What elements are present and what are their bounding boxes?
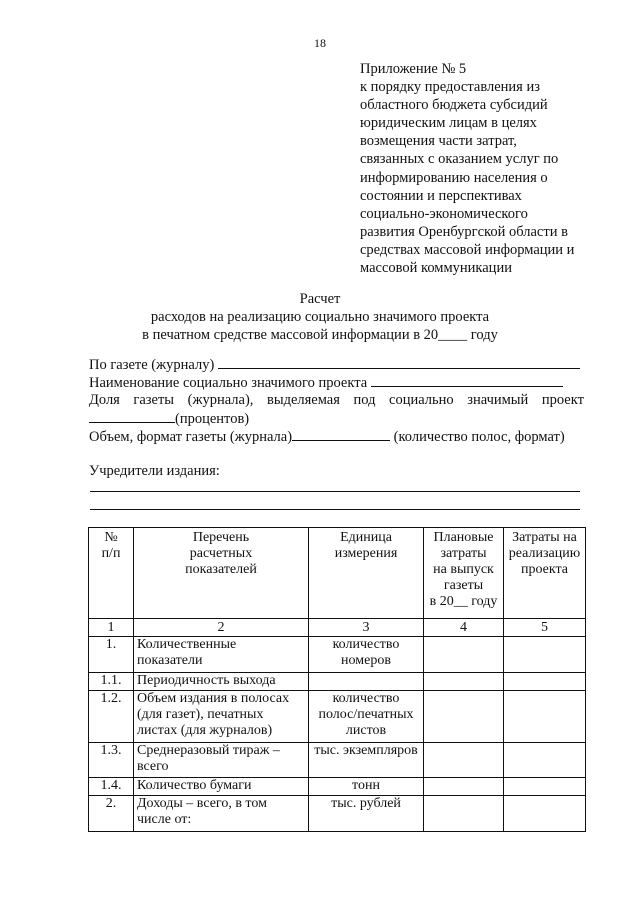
header-text-line: проекта xyxy=(521,562,568,577)
share-word: Доля xyxy=(89,392,120,408)
header-text-line: Единица xyxy=(340,530,392,545)
share-word: (журнала), xyxy=(187,392,254,408)
table-row xyxy=(89,796,586,832)
appendix-line: массовой коммуникации xyxy=(360,260,512,277)
title-line-3: в печатном средстве массовой информации в 20____ году xyxy=(142,327,498,343)
table-row xyxy=(89,673,586,691)
indicator-cell xyxy=(134,796,309,832)
newspaper-input-line[interactable] xyxy=(218,355,580,369)
unit-cell xyxy=(309,778,424,796)
header-text-line: Затраты на xyxy=(512,530,577,545)
indicator-text-line: Количественные xyxy=(137,637,237,652)
header-planned xyxy=(424,528,504,619)
row-number-cell: 1. xyxy=(89,637,134,673)
row-number-cell: 2. xyxy=(89,796,134,832)
project-cost-cell[interactable] xyxy=(504,743,586,778)
header-text-line: реализацию xyxy=(508,546,581,561)
indicator-text-line: Объем издания в полосах xyxy=(137,691,290,706)
unit-cell xyxy=(309,673,424,691)
column-number-cell: 3 xyxy=(309,619,424,637)
indicator-text-line: листах (для журналов) xyxy=(137,723,273,738)
column-number-cell: 5 xyxy=(504,619,586,637)
row-number-cell: 1.4. xyxy=(89,778,134,796)
title-line-2: расходов на реализацию социально значимого проекта xyxy=(150,309,490,325)
appendix-line: средствах массовой информации и xyxy=(360,241,575,258)
column-number-row xyxy=(89,619,586,637)
project-cost-cell[interactable] xyxy=(504,796,586,832)
appendix-line: состоянии и перспективах xyxy=(360,187,522,204)
indicator-cell xyxy=(134,778,309,796)
share-word: газеты xyxy=(133,392,175,408)
header-project xyxy=(504,528,586,619)
header-text-line: Перечень xyxy=(192,530,250,545)
planned-cost-cell[interactable] xyxy=(424,778,504,796)
indicator-text-line: Периодичность выхода xyxy=(137,673,276,688)
column-number-cell: 2 xyxy=(134,619,309,637)
share-word: проект xyxy=(541,392,584,408)
unit-cell xyxy=(309,637,424,673)
calculation-table xyxy=(88,527,586,832)
appendix-line: к порядку предоставления из xyxy=(360,79,540,96)
planned-cost-cell[interactable] xyxy=(424,743,504,778)
appendix-line: областного бюджета субсидий xyxy=(360,97,548,114)
share-word: социально xyxy=(389,392,454,408)
appendix-line: информированию населения о xyxy=(360,169,548,186)
founders-row xyxy=(89,462,584,480)
appendix-line: возмещения части затрат, xyxy=(360,133,517,150)
header-text-line: показателей xyxy=(185,562,257,577)
share-word: под xyxy=(353,392,376,408)
unit-text-line: количество xyxy=(332,691,400,706)
indicator-text-line: Среднеразовый тираж – xyxy=(137,743,280,758)
unit-text-line: тыс. экземпляров xyxy=(314,743,418,758)
row-number-cell: 1.1. xyxy=(89,673,134,691)
column-number-cell: 4 xyxy=(424,619,504,637)
unit-text-line: полос/печатных xyxy=(318,707,414,722)
project-cost-cell[interactable] xyxy=(504,778,586,796)
header-text-line: расчетных xyxy=(189,546,253,561)
table-row xyxy=(89,743,586,778)
header-text-line: измерения xyxy=(334,546,398,561)
page-number: 18 xyxy=(314,36,326,50)
table-header-row xyxy=(89,528,586,619)
header-indicators xyxy=(134,528,309,619)
project-cost-cell[interactable] xyxy=(504,637,586,673)
planned-cost-cell[interactable] xyxy=(424,637,504,673)
share-word: значимый xyxy=(467,392,529,408)
table-row xyxy=(89,637,586,673)
planned-cost-cell[interactable] xyxy=(424,691,504,743)
indicator-cell xyxy=(134,673,309,691)
unit-cell xyxy=(309,743,424,778)
header-text-line: на выпуск xyxy=(433,562,494,577)
indicator-text-line: (для газет), печатных xyxy=(137,707,264,722)
appendix-header xyxy=(360,60,610,277)
table-row xyxy=(89,691,586,743)
unit-cell xyxy=(309,796,424,832)
document-title xyxy=(0,290,640,344)
header-text-line: затраты xyxy=(440,546,487,561)
appendix-line: юридическим лицам в целях xyxy=(360,115,537,132)
project-name-input-line[interactable] xyxy=(371,373,563,387)
founders-line-2[interactable] xyxy=(90,509,580,510)
founders-label: Учредители издания: xyxy=(89,463,220,479)
header-text-line: п/п xyxy=(101,546,121,561)
row-number-cell: 1.3. xyxy=(89,743,134,778)
planned-cost-cell[interactable] xyxy=(424,796,504,832)
row-number-cell: 1.2. xyxy=(89,691,134,743)
unit-text-line: листов xyxy=(345,723,387,738)
unit-text-line: количество xyxy=(332,637,400,652)
header-text-line: в 20__ году xyxy=(429,594,498,609)
indicator-text-line: всего xyxy=(137,759,169,774)
indicator-text-line: числе от: xyxy=(137,812,192,827)
appendix-line: связанных с оказанием услуг по xyxy=(360,151,559,168)
newspaper-label: По газете (журналу) xyxy=(89,357,215,373)
appendix-line: Приложение № 5 xyxy=(360,61,467,77)
volume-input-line[interactable] xyxy=(292,427,390,441)
project-cost-cell[interactable] xyxy=(504,673,586,691)
appendix-line: социально-экономического xyxy=(360,205,528,222)
unit-text-line: тонн xyxy=(352,778,380,793)
column-number-cell: 1 xyxy=(89,619,134,637)
planned-cost-cell[interactable] xyxy=(424,673,504,691)
indicator-text-line: показатели xyxy=(137,653,203,668)
header-text-line: газеты xyxy=(443,578,484,593)
share-percent-row xyxy=(89,409,584,428)
project-cost-cell[interactable] xyxy=(504,691,586,743)
founders-line-1[interactable] xyxy=(90,491,580,492)
share-suffix: (процентов) xyxy=(175,411,250,427)
indicator-text-line: Доходы – всего, в том xyxy=(137,796,267,811)
project-name-row xyxy=(89,373,584,392)
indicator-cell xyxy=(134,637,309,673)
indicator-cell xyxy=(134,743,309,778)
header-unit xyxy=(309,528,424,619)
project-name-label: Наименование социально значимого проекта xyxy=(89,375,368,391)
unit-cell xyxy=(309,691,424,743)
indicator-text-line: Количество бумаги xyxy=(137,778,252,793)
volume-suffix: (количество полос, формат) xyxy=(393,429,565,445)
volume-row xyxy=(89,427,584,446)
indicator-cell xyxy=(134,691,309,743)
table-row xyxy=(89,778,586,796)
title-line-1: Расчет xyxy=(299,291,341,307)
unit-text-line: тыс. рублей xyxy=(331,796,401,811)
header-text-line: № xyxy=(104,530,118,545)
appendix-line: развития Оренбургской области в xyxy=(360,223,568,240)
share-word: выделяемая xyxy=(266,392,340,408)
newspaper-row xyxy=(89,355,584,374)
volume-label: Объем, формат газеты (журнала) xyxy=(89,429,293,445)
share-input-line[interactable] xyxy=(89,409,175,423)
share-row xyxy=(89,391,584,409)
unit-text-line: номеров xyxy=(341,653,391,668)
header-text-line: Плановые xyxy=(433,530,494,545)
header-num xyxy=(89,528,134,619)
